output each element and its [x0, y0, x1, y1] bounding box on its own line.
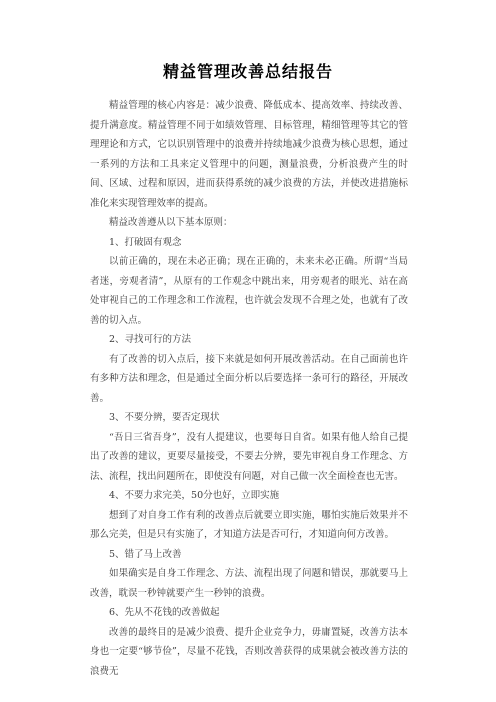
document-body [90, 96, 408, 681]
principle-5-heading: 5、错了马上改善 [109, 548, 182, 560]
principle-1-heading: 1、打破固有观念 [109, 236, 182, 248]
principle-2-text: 有了改善的切入点后，接下来就是如何开展改善活动。在自己面前也许有多种方法和理念，但是通过全面分析以后要选择一条可行的路径，开展改善。 [90, 353, 408, 404]
page-title: 精益管理改善总结报告 [162, 62, 333, 81]
principle-4-text: 想到了对自身工作有利的改善点后就要立即实施，哪怕实施后效果并不那么完美，但是只有实施了，才知道方法是否可行，才知道向何方改善。 [90, 509, 408, 540]
principle-1-text: 以前正确的，现在未必正确；现在正确的，未来未必正确。所谓“当局者迷，旁观者清”，从原有的工作观念中跳出来，用旁观者的眼光、站在高处审视自己的工作理念和工作流程，也许就会发现不合理之处，也就有了改善的切入点。 [90, 256, 408, 326]
principles-intro: 精益改善遵从以下基本原则： [109, 217, 233, 228]
principle-2-heading: 2、寻找可行的方法 [109, 334, 192, 345]
principle-6-heading: 6、先从不花钱的改善做起 [109, 607, 220, 618]
intro-paragraph: 精益管理的核心内容是：减少浪费、降低成本、提高效率、持续改善、提升满意度。精益管理不同于如绩效管理、目标管理，精细管理等其它的管理理论和方式，它以识别管理中的浪费并持续地减少浪费为核心思想，通过一系列的方法和工具来定义管理中的问题，测量浪费，分析浪费产生的时间、区域、过程和原因，进而获得系统的减少浪费的方法，并使改进措施标准化来实现管理效率的提高。 [90, 100, 408, 209]
principle-3-heading: 3、不要分辨，要否定现状 [109, 412, 220, 423]
principle-3-text: “吾日三省吾身”，没有人提建议，也要每日自省。如果有他人给自己提出了改善的建议，更要尽量接受，不要去分辨，要先审视自身工作理念、方法、流程，找出问题所在，即使没有问题，对自己做一次全面检查也无害。 [90, 431, 408, 482]
principle-5-text: 如果确实是自身工作理念、方法、流程出现了问题和错误，那就要马上改善，耽误一秒钟就要产生一秒钟的浪费。 [90, 568, 408, 599]
principle-6-text: 改善的最终目的是减少浪费、提升企业竞争力，毋庸置疑，改善方法本身也一定要“够节俭”，尽量不花钱，否则改善获得的成果就会被改善方法的浪费无 [90, 626, 408, 677]
principle-4-heading: 4、不要力求完美，50分也好，立即实施 [109, 490, 280, 501]
